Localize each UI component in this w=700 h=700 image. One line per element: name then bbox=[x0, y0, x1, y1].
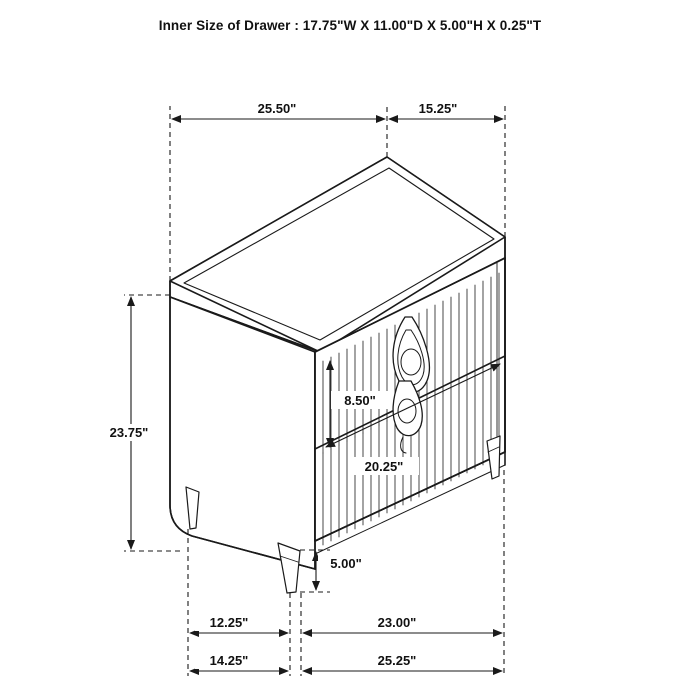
dim-label-foot-width: 25.25" bbox=[377, 653, 417, 668]
dim-label-drawer-height: 8.50" bbox=[344, 393, 376, 408]
dim-label-leg-height: 5.00" bbox=[330, 556, 362, 571]
dim-label-top-width-front: 25.50" bbox=[257, 101, 297, 116]
dim-label-top-width-side: 15.25" bbox=[418, 101, 458, 116]
leg-front-center bbox=[278, 543, 300, 593]
dim-label-base-depth: 12.25" bbox=[209, 615, 249, 630]
page-title: Inner Size of Drawer : 17.75"W X 11.00"D X 5.00"H X 0.25"T bbox=[158, 18, 542, 33]
dim-label-drawer-width: 20.25" bbox=[364, 459, 404, 474]
dim-label-foot-depth: 14.25" bbox=[209, 653, 249, 668]
dim-label-overall-height: 23.75" bbox=[109, 425, 149, 440]
dim-label-base-width: 23.00" bbox=[377, 615, 417, 630]
